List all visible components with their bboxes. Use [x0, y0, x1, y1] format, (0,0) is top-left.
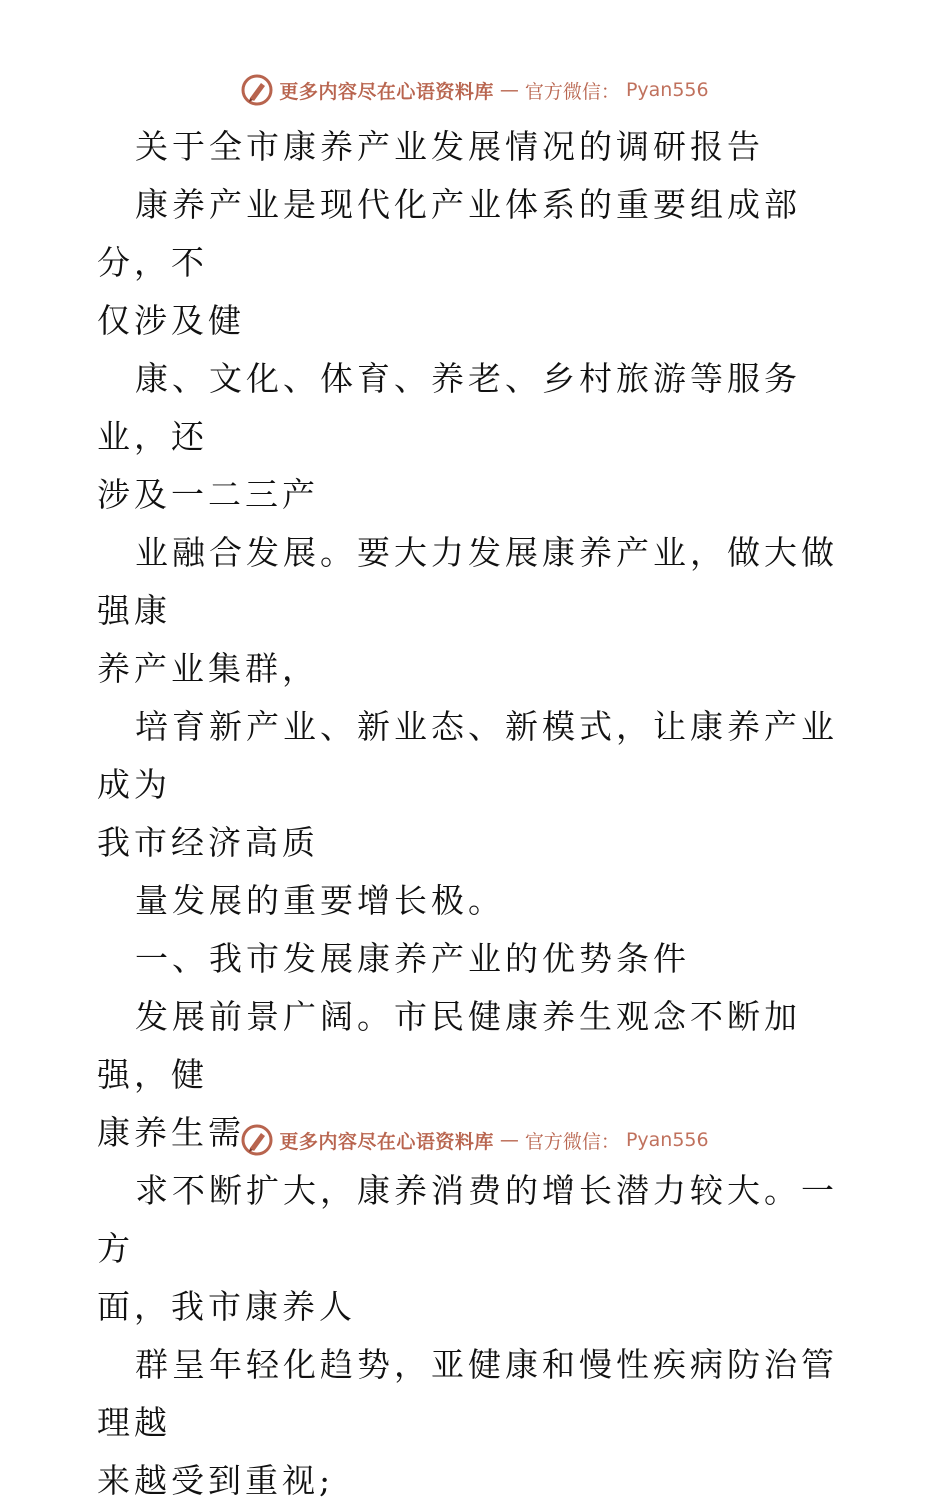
text-line: 面，我市康养人	[97, 1287, 356, 1326]
text-line: 涉及一二三产	[97, 475, 319, 514]
text-line: 求不断扩大，康养消费的增长潜力较大。一方	[97, 1171, 838, 1268]
text-line: 我市经济高质	[97, 823, 319, 862]
watermark-wechat-label: 官方微信：	[524, 80, 620, 103]
text-line: 业融合发展。要大力发展康养产业，做大做强康	[97, 533, 838, 630]
watermark-wechat-id: Pyan556	[625, 1129, 709, 1151]
text-line: 来越受到重视;	[97, 1461, 335, 1500]
watermark-separator: —	[499, 1129, 519, 1151]
watermark-wechat-id: Pyan556	[625, 79, 709, 101]
watermark-footer	[0, 1120, 950, 1160]
document-title: 关于全市康养产业发展情况的调研报告	[135, 127, 764, 166]
watermark-wechat-label: 官方微信：	[524, 1130, 620, 1153]
watermark-site-text: 更多内容尽在心语资料库	[279, 1130, 494, 1153]
watermark-separator: —	[499, 79, 519, 101]
text-line: 群呈年轻化趋势，亚健康和慢性疾病防治管理越	[97, 1345, 838, 1442]
text-line: 康养生需	[97, 1113, 245, 1152]
text-line: 量发展的重要增长极。	[135, 881, 505, 920]
text-line: 发展前景广阔。市民健康养生观念不断加强，健	[97, 997, 801, 1094]
watermark-header	[0, 70, 950, 110]
watermark-site-text: 更多内容尽在心语资料库	[279, 80, 494, 103]
section-heading: 一、我市发展康养产业的优势条件	[135, 939, 690, 978]
text-line: 康、文化、体育、养老、乡村旅游等服务业，还	[97, 359, 801, 456]
pen-logo-icon	[241, 1124, 273, 1156]
text-line: 培育新产业、新业态、新模式，让康养产业成为	[97, 707, 838, 804]
text-line: 养产业集群，	[97, 649, 319, 688]
text-line: 仅涉及健	[97, 301, 245, 340]
pen-logo-icon	[241, 74, 273, 106]
document-body	[97, 118, 857, 1510]
text-line: 康养产业是现代化产业体系的重要组成部分，不	[97, 185, 801, 282]
